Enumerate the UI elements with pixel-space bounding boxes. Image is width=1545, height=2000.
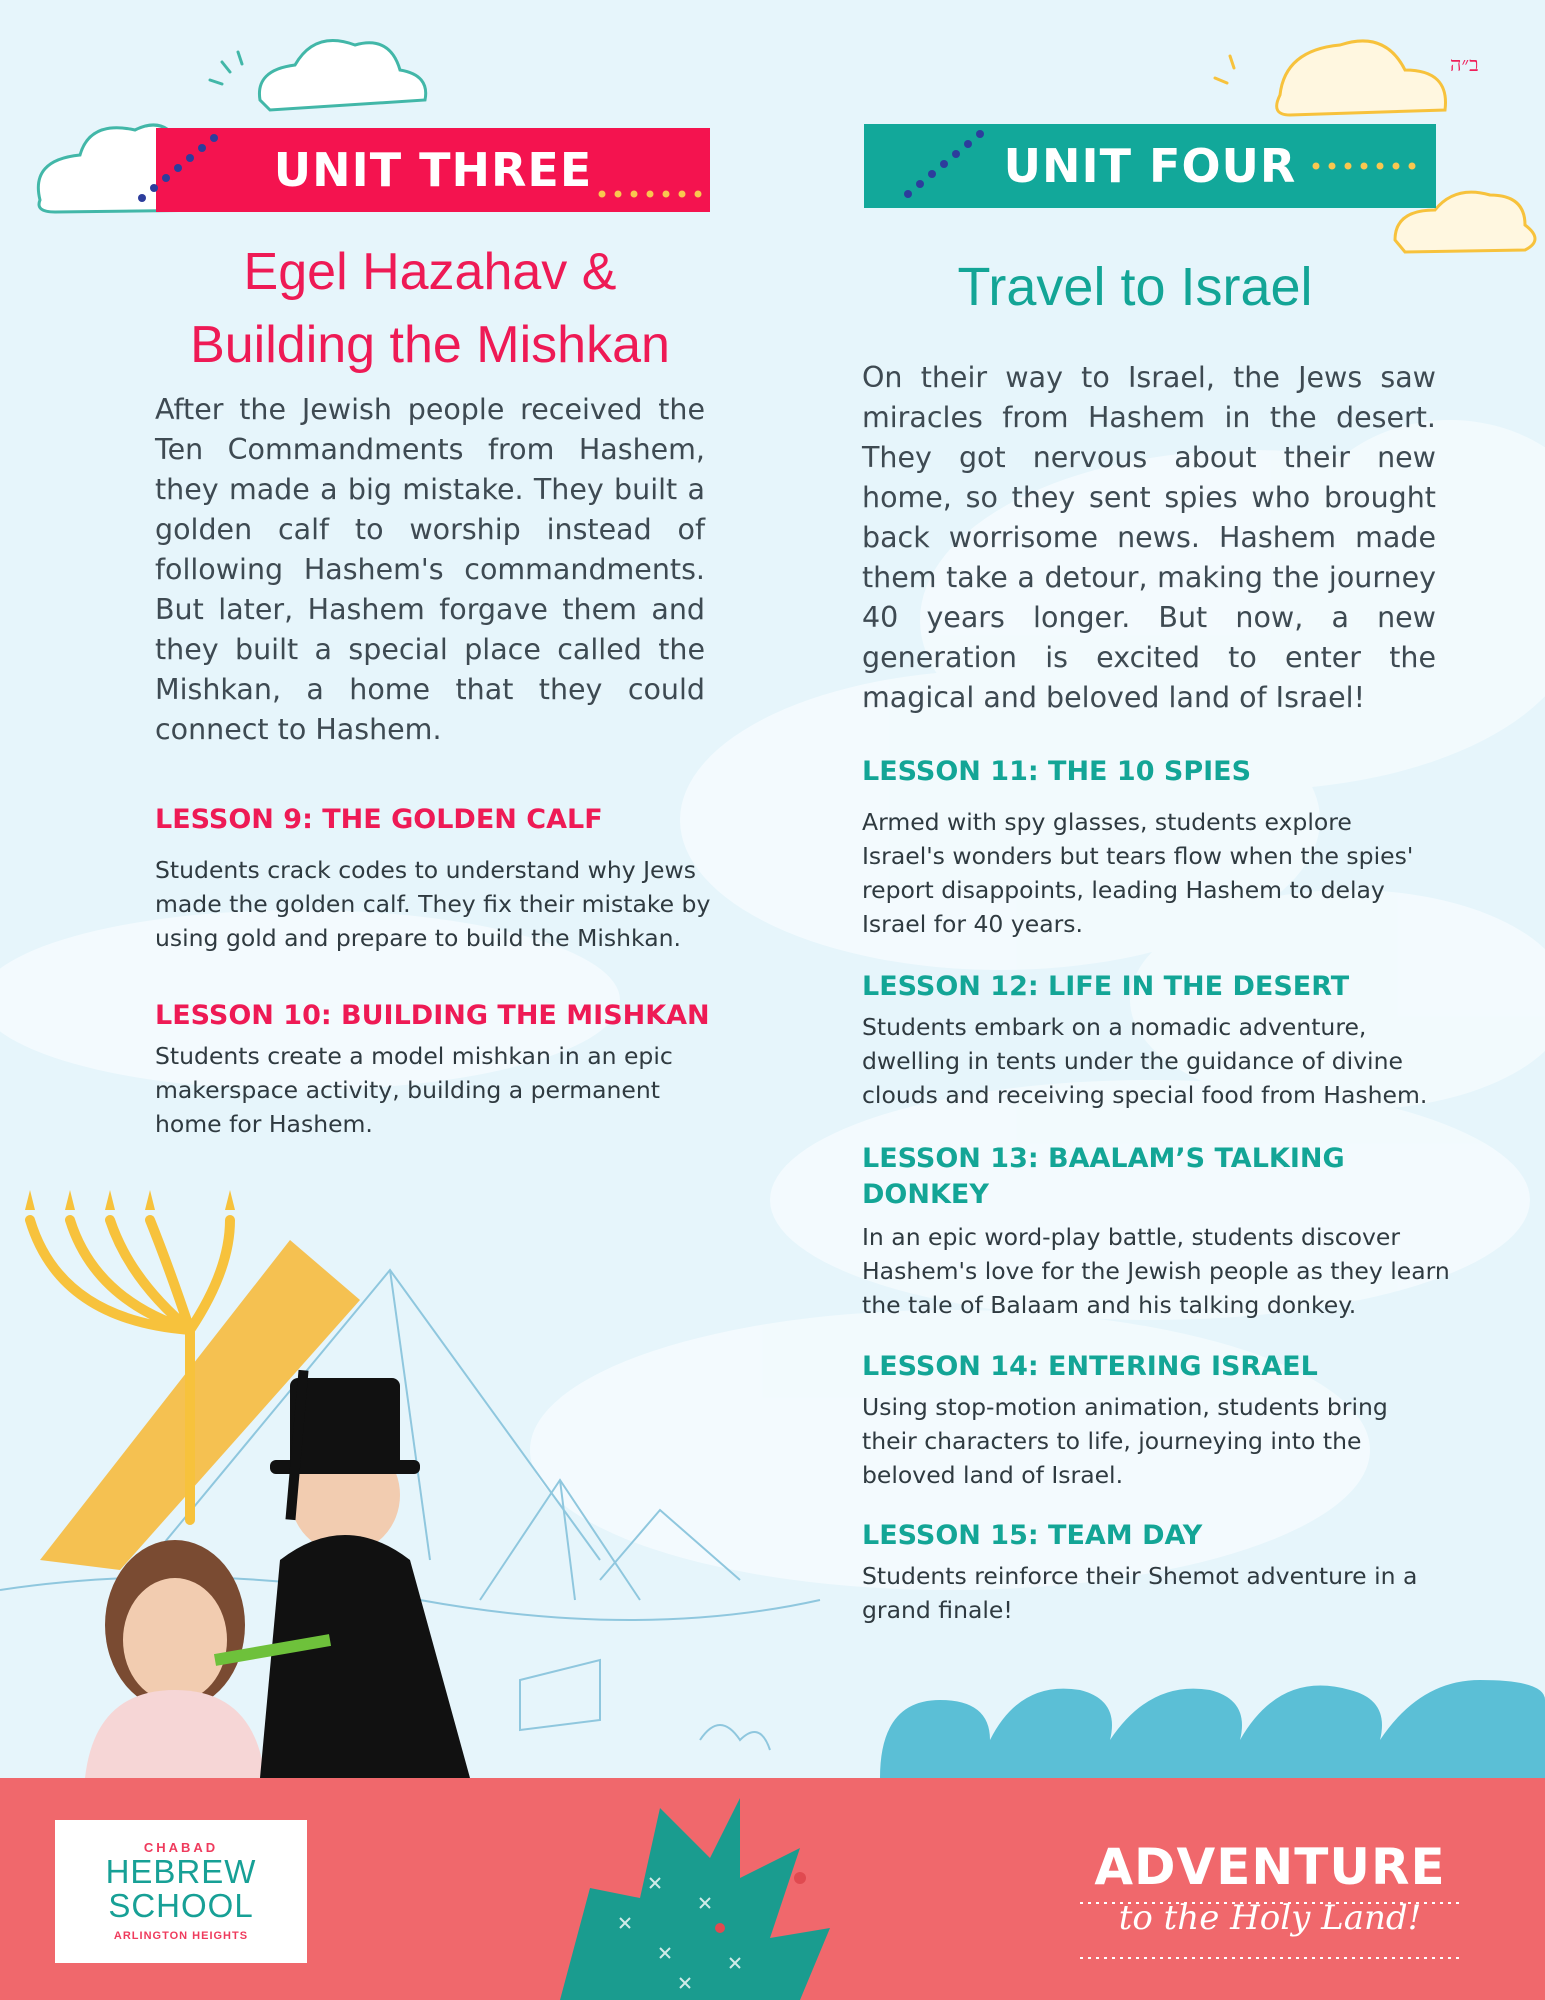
dotted-underline-icon <box>1080 1900 1460 1906</box>
lesson-15-title: LESSON 15: TEAM DAY <box>862 1520 1203 1551</box>
lesson-14-text: Using stop-motion animation, students bring their characters to life, journeying into the beloved land of Israel. <box>862 1393 1388 1489</box>
lesson-11-title: LESSON 11: THE 10 SPIES <box>862 756 1252 787</box>
brush-stroke-art <box>470 1778 890 2000</box>
unit-four-banner <box>864 124 1436 208</box>
logo-location-text: ARLINGTON HEIGHTS <box>113 1930 249 1942</box>
lesson-11-text: Armed with spy glasses, students explore Israel's wonders but tears flow when the spies' report disappoints, leading Hashem to delay Israel for 40 years. <box>862 808 1414 938</box>
lesson-13-title-line2: DONKEY <box>862 1179 989 1210</box>
unit-three-title-line1: Egel Hazahav & <box>243 243 617 301</box>
unit-four-title: Travel to Israel <box>957 257 1313 317</box>
unit-four-label: UNIT FOUR <box>1003 139 1297 193</box>
dots-decoration-icon <box>1310 160 1422 172</box>
lesson-10-text: Students create a model mishkan in an epic makerspace activity, building a permanent home for Hashem. <box>155 1042 673 1138</box>
unit-four-intro: On their way to Israel, the Jews saw miracles from Hashem in the desert. They got nervous about their new home, so they sent spies who brought back worrisome news. Hashem made them take a detour, making the journey 40 years longer. But now, a new generation is excited to enter the magical and beloved land of Israel! <box>862 361 1436 714</box>
unit-three-intro: After the Jewish people received the Ten Commandments from Hashem, they made a big mistake. They built a golden calf to worship instead of following Hashem's commandments. But later, Hashem forgave them and they built a special place called the Mishkan, a home that they could connect to Hashem. <box>155 393 705 746</box>
dots-decoration-icon <box>128 132 228 208</box>
lesson-12-title: LESSON 12: LIFE IN THE DESERT <box>862 971 1350 1002</box>
logo-chabad-text: CHABAD <box>143 1840 219 1855</box>
lesson-9-title: LESSON 9: THE GOLDEN CALF <box>155 804 603 835</box>
logo-hebrew-text: HEBREW <box>105 1853 257 1890</box>
lesson-10-title: LESSON 10: BUILDING THE MISHKAN <box>155 1000 710 1031</box>
lesson-14-title: LESSON 14: ENTERING ISRAEL <box>862 1351 1318 1382</box>
lesson-13-title-line1: LESSON 13: BAALAM’S TALKING <box>862 1143 1345 1174</box>
hebrew-blessing-mark: ב״ה <box>1450 52 1479 76</box>
logo-school-text: SCHOOL <box>108 1887 254 1924</box>
school-logo[interactable] <box>55 1820 307 1963</box>
adventure-subtitle: to the Holy Land! <box>1118 1898 1422 1938</box>
unit-three-title <box>150 236 710 382</box>
lesson-12-text: Students embark on a nomadic adventure, dwelling in tents under the guidance of divine clouds and receiving special food from Hashem. <box>862 1013 1428 1109</box>
lesson-9-text: Students crack codes to understand why Jews made the golden calf. They fix their mistake by using gold and prepare to build the Mishkan. <box>155 856 711 952</box>
dots-decoration-icon <box>596 188 706 200</box>
adventure-title: ADVENTURE <box>1094 1838 1446 1896</box>
lesson-15-text: Students reinforce their Shemot adventure in a grand finale! <box>862 1562 1418 1624</box>
dotted-underline-icon <box>1080 1955 1460 1961</box>
lesson-13-text: In an epic word-play battle, students discover Hashem's love for the Jewish people as they learn the tale of Balaam and his talking donkey. <box>862 1223 1450 1319</box>
unit-three-banner <box>156 128 710 212</box>
unit-three-title-line2: Building the Mishkan <box>190 316 670 374</box>
dots-decoration-icon <box>894 128 994 204</box>
unit-three-label: UNIT THREE <box>273 143 593 197</box>
